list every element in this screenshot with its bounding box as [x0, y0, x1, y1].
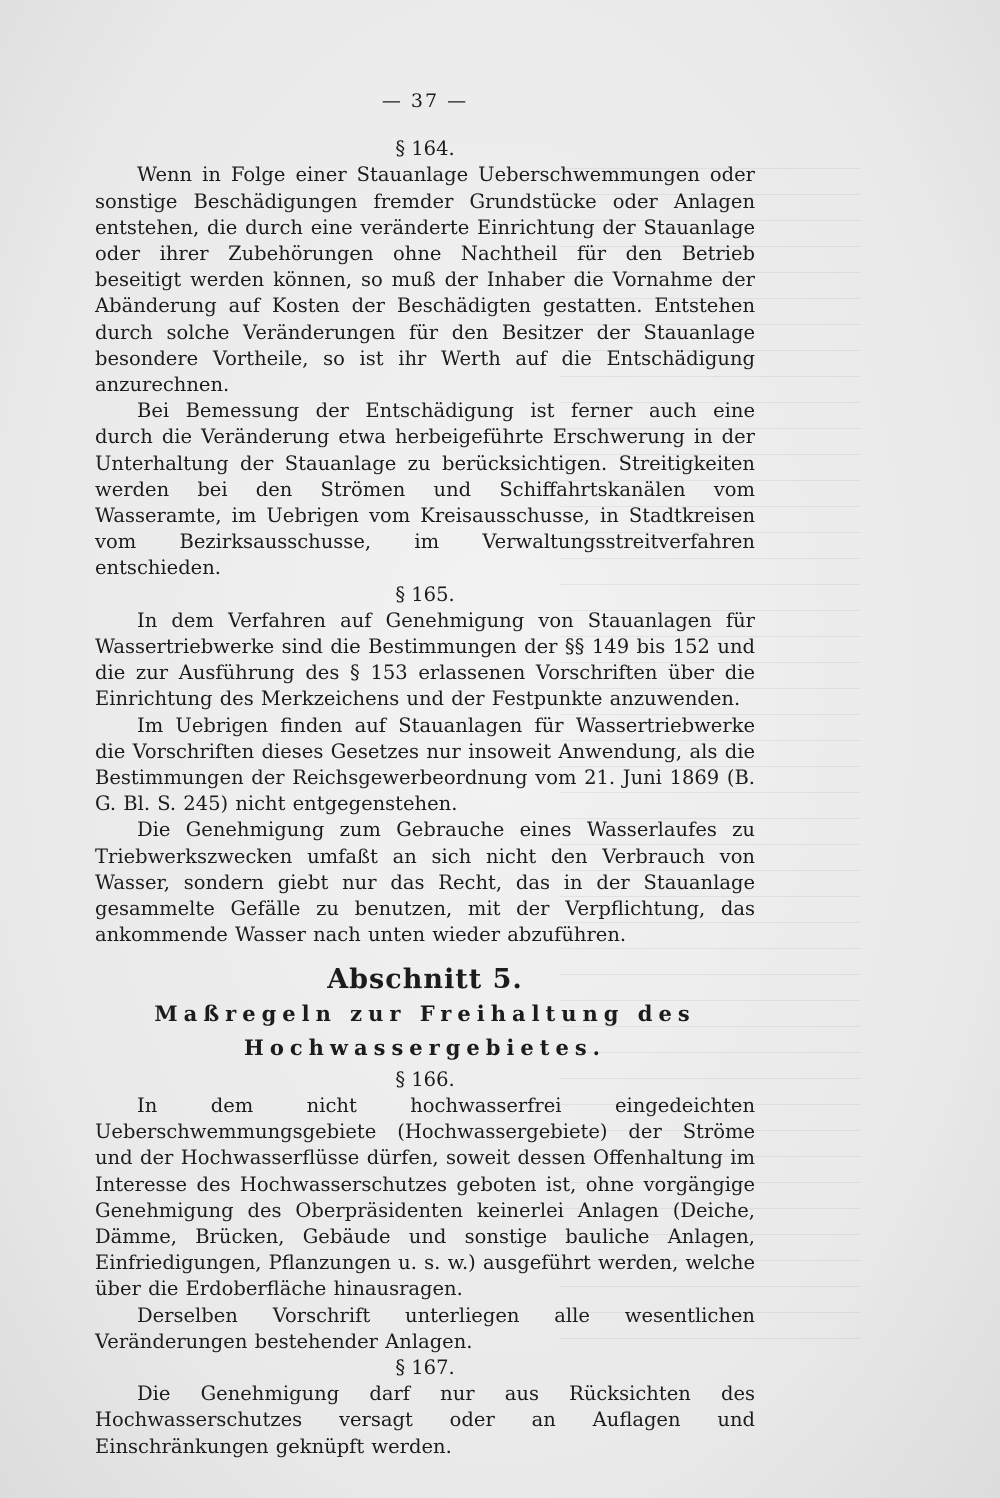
chapter-heading: Abschnitt 5. — [327, 963, 523, 995]
section-166-mark: § 166. — [395, 1067, 455, 1091]
chapter-subtitle-line-1: Maßregeln zur Freihaltung des — [154, 1000, 696, 1026]
section-166-paragraph-2: Derselben Vorschrift unterliegen alle wesentlichen Veränderungen bestehender Anlagen. — [95, 1303, 755, 1353]
section-165-paragraph-1: In dem Verfahren auf Genehmigung von Stauanlagen für Wassertriebwerke sind die Bestimmungen der §§ 149 bis 152 und die zur Ausführung des § 153 erlassenen Vorschriften über die Einrichtung des Merkzeichens und der Festpunkte anzuwenden. — [95, 608, 755, 711]
section-165-paragraph-2: Im Uebrigen finden auf Stauanlagen für Wassertriebwerke die Vorschriften dieses Gesetzes nur insoweit Anwendung, als die Bestimmungen der Reichsgewerbeordnung vom 21. Juni 1869 (B. G. Bl. S. 245) nicht entgegenstehen. — [95, 713, 755, 816]
chapter-subtitle-line-2: Hochwassergebietes. — [244, 1034, 606, 1060]
section-164-paragraph-1: Wenn in Folge einer Stauanlage Ueberschwemmungen oder sonstige Beschädigungen fremder Grundstücke oder Anlagen entstehen, die durch eine veränderte Einrichtung der Stauanlage oder ihrer Zubehörungen ohne Nachtheil für den Betrieb beseitigt werden können, so muß der Inhaber die Vornahme der Abänderung auf Kosten der Beschädigten gestatten. Entstehen durch solche Veränderungen für den Besitzer der Stauanlage besondere Vortheile, so ist ihr Werth auf die Entschädigung anzurechnen. — [95, 163, 755, 397]
page-text — [95, 88, 755, 1460]
section-164-paragraph-2: Bei Bemessung der Entschädigung ist ferner auch eine durch die Veränderung etwa herbeigeführte Erschwerung in der Unterhaltung der Stauanlage zu berücksichtigen. Streitigkeiten werden bei den Strömen und Schiffahrtskanälen vom Wasseramte, im Uebrigen vom Kreisausschusse, in Stadtkreisen vom Bezirksausschusse, im Verwaltungsstreitverfahren entschieden. — [95, 399, 755, 580]
section-167-mark: § 167. — [395, 1355, 455, 1379]
section-165-paragraph-3: Die Genehmigung zum Gebrauche eines Wasserlaufes zu Triebwerkszwecken umfaßt an sich nicht den Verbrauch von Wasser, sondern giebt nur das Recht, das in der Stauanlage gesammelte Gefälle zu benutzen, mit der Verpflichtung, das ankommende Wasser nach unten wieder abzuführen. — [95, 818, 755, 947]
section-165-mark: § 165. — [395, 582, 455, 606]
section-166-paragraph-1: In dem nicht hochwasserfrei eingedeichten Ueberschwemmungsgebiete (Hochwassergebiete) der Ströme und der Hochwasserflüsse dürfen, soweit dessen Offenhaltung im Interesse des Hochwasserschutzes geboten ist, ohne vorgängige Genehmigung des Oberpräsidenten keinerlei Anlagen (Deiche, Dämme, Brücken, Gebäude und sonstige bauliche Anlagen, Einfriedigungen, Pflanzungen u. s. w.) ausgeführt werden, welche über die Erdoberfläche hinausragen. — [95, 1093, 755, 1301]
section-164-mark: § 164. — [395, 137, 455, 161]
page-number: — 37 — — [381, 90, 469, 112]
section-167-paragraph-1: Die Genehmigung darf nur aus Rücksichten des Hochwasserschutzes versagt oder an Auflagen und Einschränkungen geknüpft werden. — [95, 1382, 755, 1458]
